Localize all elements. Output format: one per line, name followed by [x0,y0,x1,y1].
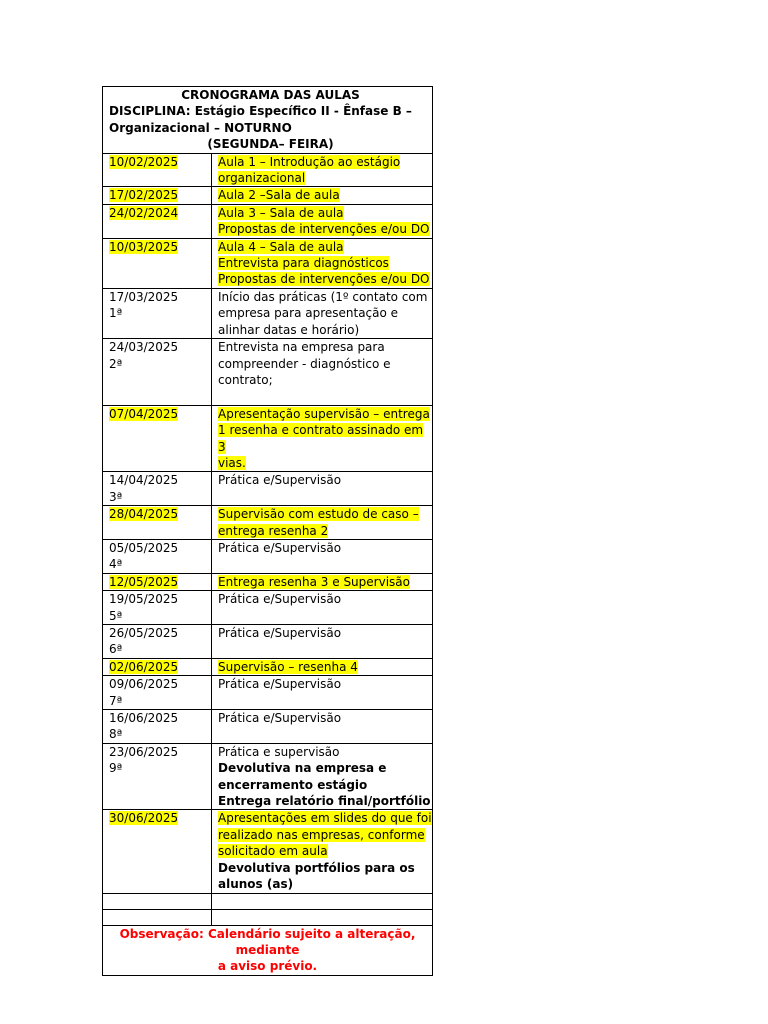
row-date: 10/03/2025 [109,239,179,254]
date-cell [103,506,212,540]
description-line: realizado nas empresas, conforme [218,827,425,842]
row-date: 17/03/2025 [109,289,179,304]
description-line: Prática e/Supervisão [218,592,342,607]
row-date: 12/05/2025 [109,574,179,589]
description-line: Prática e/Supervisão [218,677,342,692]
description-line: empresa para apresentação e [218,306,399,321]
row-date: 17/02/2025 [109,188,179,203]
description-line: Devolutiva portfólios para os [218,860,415,875]
schedule-row [103,591,433,625]
schedule-row [103,710,433,744]
description-cell [212,573,433,590]
description-cell [212,187,433,204]
date-cell [103,625,212,659]
date-cell [103,810,212,893]
schedule-row [103,238,433,288]
date-cell [103,893,212,909]
date-cell [103,238,212,288]
description-line: alunos (as) [218,877,294,892]
schedule-row [103,204,433,238]
schedule-row [103,153,433,187]
description-cell [212,153,433,187]
description-line: Supervisão – resenha 4 [218,659,358,674]
description-cell [212,591,433,625]
observation-row [103,925,433,975]
row-date: 24/03/2025 [109,340,179,355]
description-line: 1 resenha e contrato assinado em 3 [218,423,424,454]
description-cell [212,472,433,506]
discipline-line-2: Organizacional – NOTURNO [109,120,292,135]
date-cell [103,591,212,625]
row-date: 26/05/2025 [109,626,179,640]
date-cell [103,743,212,810]
schedule-table [102,86,433,976]
description-cell [212,909,433,925]
description-cell [212,539,433,573]
description-cell [212,658,433,675]
schedule-row [103,676,433,710]
description-line: Prática e supervisão [218,744,340,759]
description-line: Apresentação supervisão – entrega [218,406,430,421]
description-line: Aula 1 – Introdução ao estágio [218,154,401,169]
schedule-table-body [103,87,433,926]
description-line: Início das práticas (1º contato com [218,289,428,304]
description-line: Entrevista na empresa para [218,340,385,355]
schedule-row [103,288,433,338]
description-cell [212,893,433,909]
schedule-row [103,472,433,506]
description-line: vias. [218,455,246,470]
date-cell [103,204,212,238]
date-cell [103,472,212,506]
session-number: 2ª [109,356,123,371]
date-cell [103,676,212,710]
description-line: Entrega relatório final/portfólio [218,794,431,809]
session-number: 8ª [109,727,123,742]
session-number: 3ª [109,489,123,504]
date-cell [103,909,212,925]
schedule-row [103,893,433,909]
description-cell [212,204,433,238]
description-cell [212,810,433,893]
description-line: Aula 3 – Sala de aula [218,205,344,220]
schedule-row [103,625,433,659]
schedule-title: CRONOGRAMA DAS AULAS [181,88,360,102]
discipline-line-1: DISCIPLINA: Estágio Específico II - Ênfase B – [109,104,412,119]
row-date: 02/06/2025 [109,659,179,674]
description-cell [212,743,433,810]
observation-line-1: Observação: Calendário sujeito a alteração, mediante [119,926,416,957]
header-row [103,87,433,154]
row-date: 19/05/2025 [109,592,179,607]
date-cell [103,339,212,406]
description-cell [212,405,433,472]
description-line: Entrevista para diagnósticos [218,256,389,271]
description-cell [212,710,433,744]
schedule-row [103,573,433,590]
description-cell [212,506,433,540]
session-number: 1ª [109,306,123,321]
date-cell [103,710,212,744]
session-number: 4ª [109,557,123,572]
description-line: Prática e/Supervisão [218,626,342,640]
session-number: 6ª [109,642,123,657]
session-number: 5ª [109,608,123,623]
description-line: Entrega resenha 3 e Supervisão [218,574,410,589]
date-cell [103,539,212,573]
row-date: 05/05/2025 [109,540,179,555]
row-date: 10/02/2025 [109,154,179,169]
description-line: Devolutiva na empresa e [218,761,387,776]
schedule-row [103,539,433,573]
date-cell [103,187,212,204]
description-line: Aula 4 – Sala de aula [218,239,344,254]
description-cell [212,339,433,406]
description-line: Aula 2 –Sala de aula [218,188,340,203]
session-number: 9ª [109,761,123,776]
date-cell [103,153,212,187]
description-line: Prática e/Supervisão [218,711,342,726]
date-cell [103,288,212,338]
weekday-label: (SEGUNDA– FEIRA) [207,137,334,152]
row-date: 30/06/2025 [109,811,179,826]
description-line: encerramento estágio [218,777,368,792]
row-date: 23/06/2025 [109,744,179,759]
row-date: 28/04/2025 [109,507,179,522]
observation-cell [103,925,433,975]
observation-line-2: a aviso prévio. [217,959,318,974]
header-cell [103,87,433,154]
schedule-row [103,810,433,893]
row-date: 09/06/2025 [109,677,179,692]
description-cell [212,625,433,659]
description-line: Propostas de intervenções e/ou DO [218,222,430,237]
description-line: Prática e/Supervisão [218,540,342,555]
date-cell [103,573,212,590]
date-cell [103,405,212,472]
row-date: 16/06/2025 [109,711,179,726]
description-line: solicitado em aula [218,844,328,859]
session-number: 7ª [109,693,123,708]
row-date: 24/02/2024 [109,205,179,220]
schedule-row [103,187,433,204]
schedule-row [103,743,433,810]
description-line: organizacional [218,171,306,186]
schedule-row [103,339,433,406]
description-line: Supervisão com estudo de caso – [218,507,419,522]
row-date: 07/04/2025 [109,406,179,421]
description-line: entrega resenha 2 [218,523,329,538]
schedule-row [103,405,433,472]
description-line: Propostas de intervenções e/ou DO [218,272,430,287]
date-cell [103,658,212,675]
row-date: 14/04/2025 [109,473,179,488]
schedule-row [103,506,433,540]
description-line: compreender - diagnóstico e [218,356,391,371]
schedule-row [103,909,433,925]
description-line: alinhar datas e horário) [218,322,360,337]
description-line: contrato; [218,372,273,387]
schedule-row [103,658,433,675]
description-cell [212,288,433,338]
description-line: Apresentações em slides do que foi [218,811,432,826]
description-cell [212,676,433,710]
description-cell [212,238,433,288]
description-line: Prática e/Supervisão [218,473,342,488]
